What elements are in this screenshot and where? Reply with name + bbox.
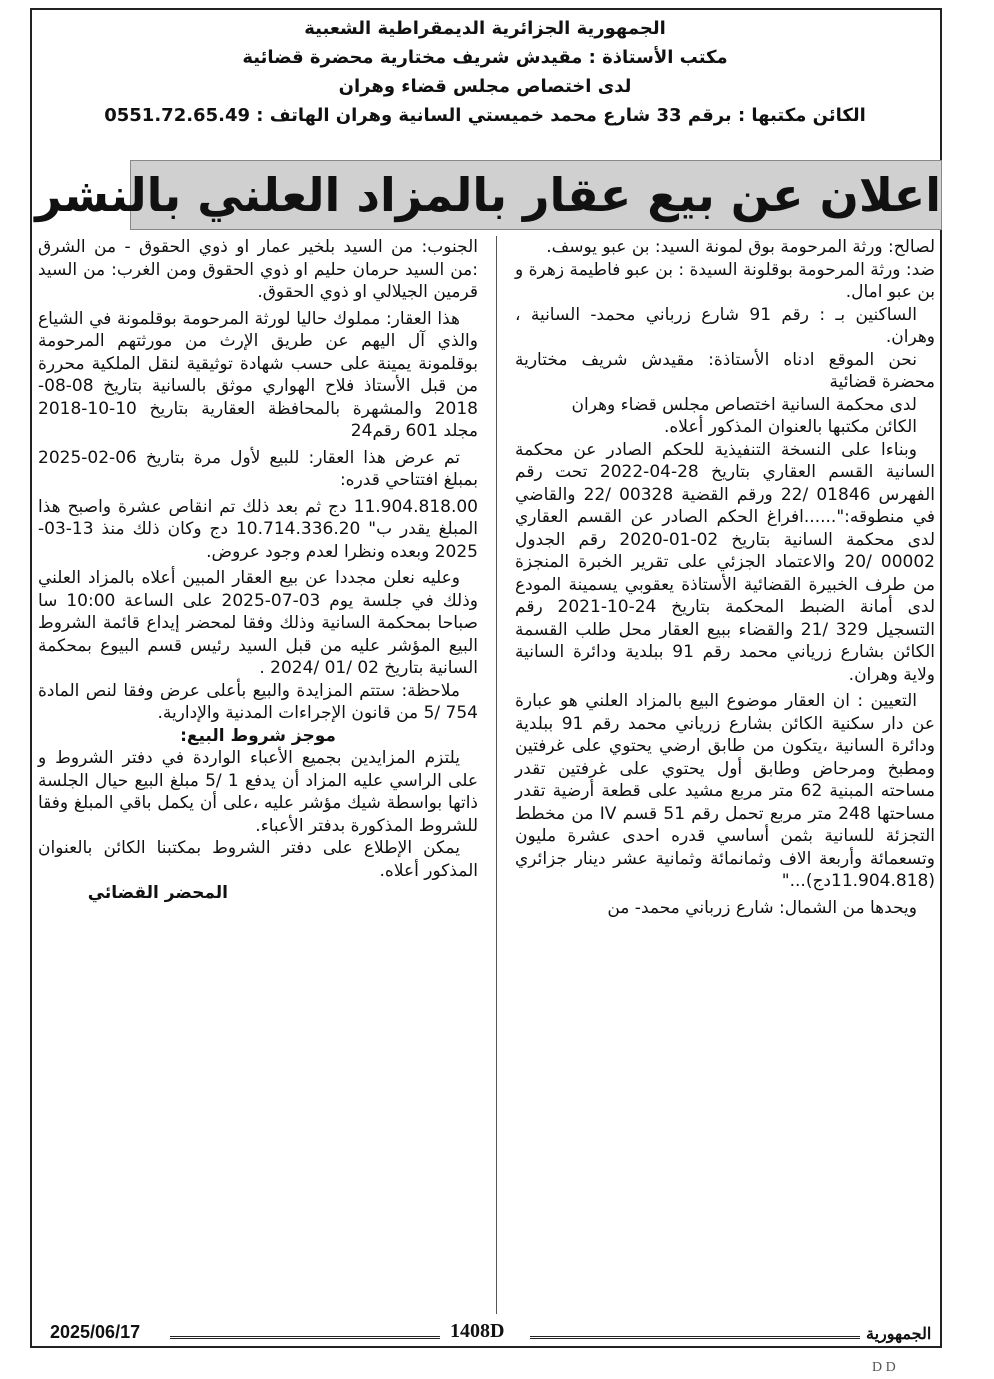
property-designation: التعيين : ان العقار موضوع البيع بالمزاد العلني هو عبارة عن دار سكنية الكائن بشارع زرياني محمد رقم 91 ببلدية ودائرة السانية ،يتكون من طابق ارضي يحتوي على غرفتين ومطبخ ومرحاض وطابق أول يحتوي على غرفتين تقدر مساحته المبنية 62 متر مربع مشيد على قطعة أرضية تقدر مساحتها 248 متر مربع تحمل رقم 51 قسم IV من مخطط التجزئة للسانية بثمن أساسي قدره احدى عشرة مليون وتسعمائة وأربعة الاف وثمانمائة وثمانية عشر دينار جزائري (11.904.818دج)..."	[515, 691, 936, 891]
conditions-body: يلتزم المزايدين بجميع الأعباء الواردة في دفتر الشروط و على الراسي عليه المزاد أن يدفع 1 /5 مبلغ البيع حيال الجلسة ذاتها بواسطة شيك مؤشر عليه ،على أن يكمل باقي المبلغ وفقا للشروط المذكورة بدفتر الأعباء.	[38, 748, 478, 836]
boundaries: الجنوب: من السيد بلخير عمار او ذوي الحقوق - من الشرق :من السيد حرمان حليم او ذوي الحقوق ومن الغرب: من السيد قرمين الجيلالي او ذوي الحقوق.	[38, 237, 478, 302]
column-divider	[496, 236, 497, 1314]
conditions-heading: موجز شروط البيع:	[180, 725, 336, 746]
for-party: لصالح: ورثة المرحومة بوق لمونة السيد: بن عبو يوسف.	[546, 237, 935, 257]
ownership: هذا العقار: مملوك حاليا لورثة المرحومة بوقلمونة في الشياع والذي آل اليهم عن طريق الإرث من مورثتهم المرحومة بوقلمونة يمينة على حسب شهادة توثيقية لنقل الملكية محررة من قبل الأستاذ فلاح الهواري موثق بالسانية بتاريخ 08-08-2018 والمشهرة بالمحافظة العقارية بتاريخ 10-10-2018 مجلد 601 رقم24	[38, 308, 478, 441]
price-reduction: 11.904.818.00 دج ثم بعد ذلك تم انقاص عشرة واصبح هذا المبلغ يقدر ب" 10.714.336.20 دج وكان ذلك منذ 13-03-2025 وبعده ونظرا لعدم وجود عروض.	[38, 496, 478, 562]
page-footer	[30, 1318, 942, 1354]
ad-header	[40, 14, 930, 130]
judgment-paragraph: وبناءا على النسخة التنفيذية للحكم الصادر عن محكمة السانية القسم العقاري بتاريخ 28-04-2022 تحت رقم الفهرس 01846 /22 ورقم القضية 00328 /22 والقاضي في منطوقه:"......افراغ الحكم الصادر عن القسم العقاري لدى محكمة السانية بتاريخ 02-01-2020 رقم الجدول 00002 /20 والاعتماد الجزئي على تقرير الخبرة المنجزة من طرف الخبيرة القضائية الأستاذة يعقوبي يسمينة المودع لدى أمانة الضبط المحكمة بتاريخ 24-10-2021 رقم التسجيل 329 /21 والقضاء ببيع العقار محل طلب القسمة الكائن بشارع زرياني محمد رقم 91 ببلدية ودائرة السانية ولاية وهران.	[515, 439, 936, 685]
header-office-line: مكتب الأستاذة : مقيدش شريف مختارية محضرة قضائية	[242, 47, 728, 68]
residence: الساكنين بـ : رقم 91 شارع زرباني محمد- السانية ، وهران.	[515, 304, 935, 347]
corner-mark: D D	[872, 1360, 896, 1375]
footer-date: 2025/06/17	[50, 1322, 141, 1342]
bailiff-signature: المحضر القضائي	[87, 883, 228, 903]
footer-code: 1408D	[450, 1320, 505, 1342]
north-boundary: ويحدها من الشمال: شارع زرباني محمد- من	[607, 897, 917, 918]
court: لدى محكمة السانية اختصاص مجلس قضاء وهران	[571, 394, 917, 415]
auction-announcement: وعليه نعلن مجددا عن بيع العقار المبين أعلاه بالمزاد العلني وذلك في جلسة يوم 03-07-2025 على الساعة 10:00 سا صباحا بمحكمة السانية وذلك وفقا لمحضر إيداع قائمة الشروط البيع المؤشر عليه من قبل السيد رئيس قسم البيوع بمحكمة السانية بتاريخ 02 /01 /2024 .	[38, 568, 479, 678]
header-republic-line: الجمهورية الجزائرية الديمقراطية الشعبية	[304, 18, 666, 39]
consultation-note: يمكن الإطلاع على دفتر الشروط بمكتبنا الكائن بالعنوان المذكور أعلاه.	[38, 838, 478, 881]
right-column	[515, 236, 935, 919]
header-jurisdiction-line: لدى اختصاص مجلس قضاء وهران	[338, 76, 632, 97]
footer-rule-left	[170, 1336, 440, 1339]
office-address: الكائن مكتبها بالعنوان المذكور أعلاه.	[664, 417, 917, 437]
signatory: نحن الموقع ادناه الأستاذة: مقيدش شريف مختارية محضرة قضائية	[515, 349, 935, 392]
left-column	[38, 236, 478, 905]
ad-title-banner: اعلان عن بيع عقار بالمزاد العلني بالنشر	[130, 160, 942, 230]
first-offer: تم عرض هذا العقار: للبيع لأول مرة بتاريخ 06-02-2025 بمبلغ افتتاحي قدره:	[38, 447, 478, 490]
against-party: ضد: ورثة المرحومة بوقلونة السيدة : بن عبو فاطيمة زهرة و بن عبو امال.	[515, 259, 935, 302]
footer-rule-right	[530, 1336, 860, 1339]
header-address-line: الكائن مكتبها : برقم 33 شارع محمد خميستي السانية وهران الهاتف : 0551.72.65.49	[104, 105, 866, 126]
note: ملاحظة: ستتم المزايدة والبيع بأعلى عرض وفقا لنص المادة 754 /5 من قانون الإجراءات المدنية والإدارية.	[38, 680, 478, 723]
newspaper-logo: الجمهورية	[866, 1324, 932, 1343]
